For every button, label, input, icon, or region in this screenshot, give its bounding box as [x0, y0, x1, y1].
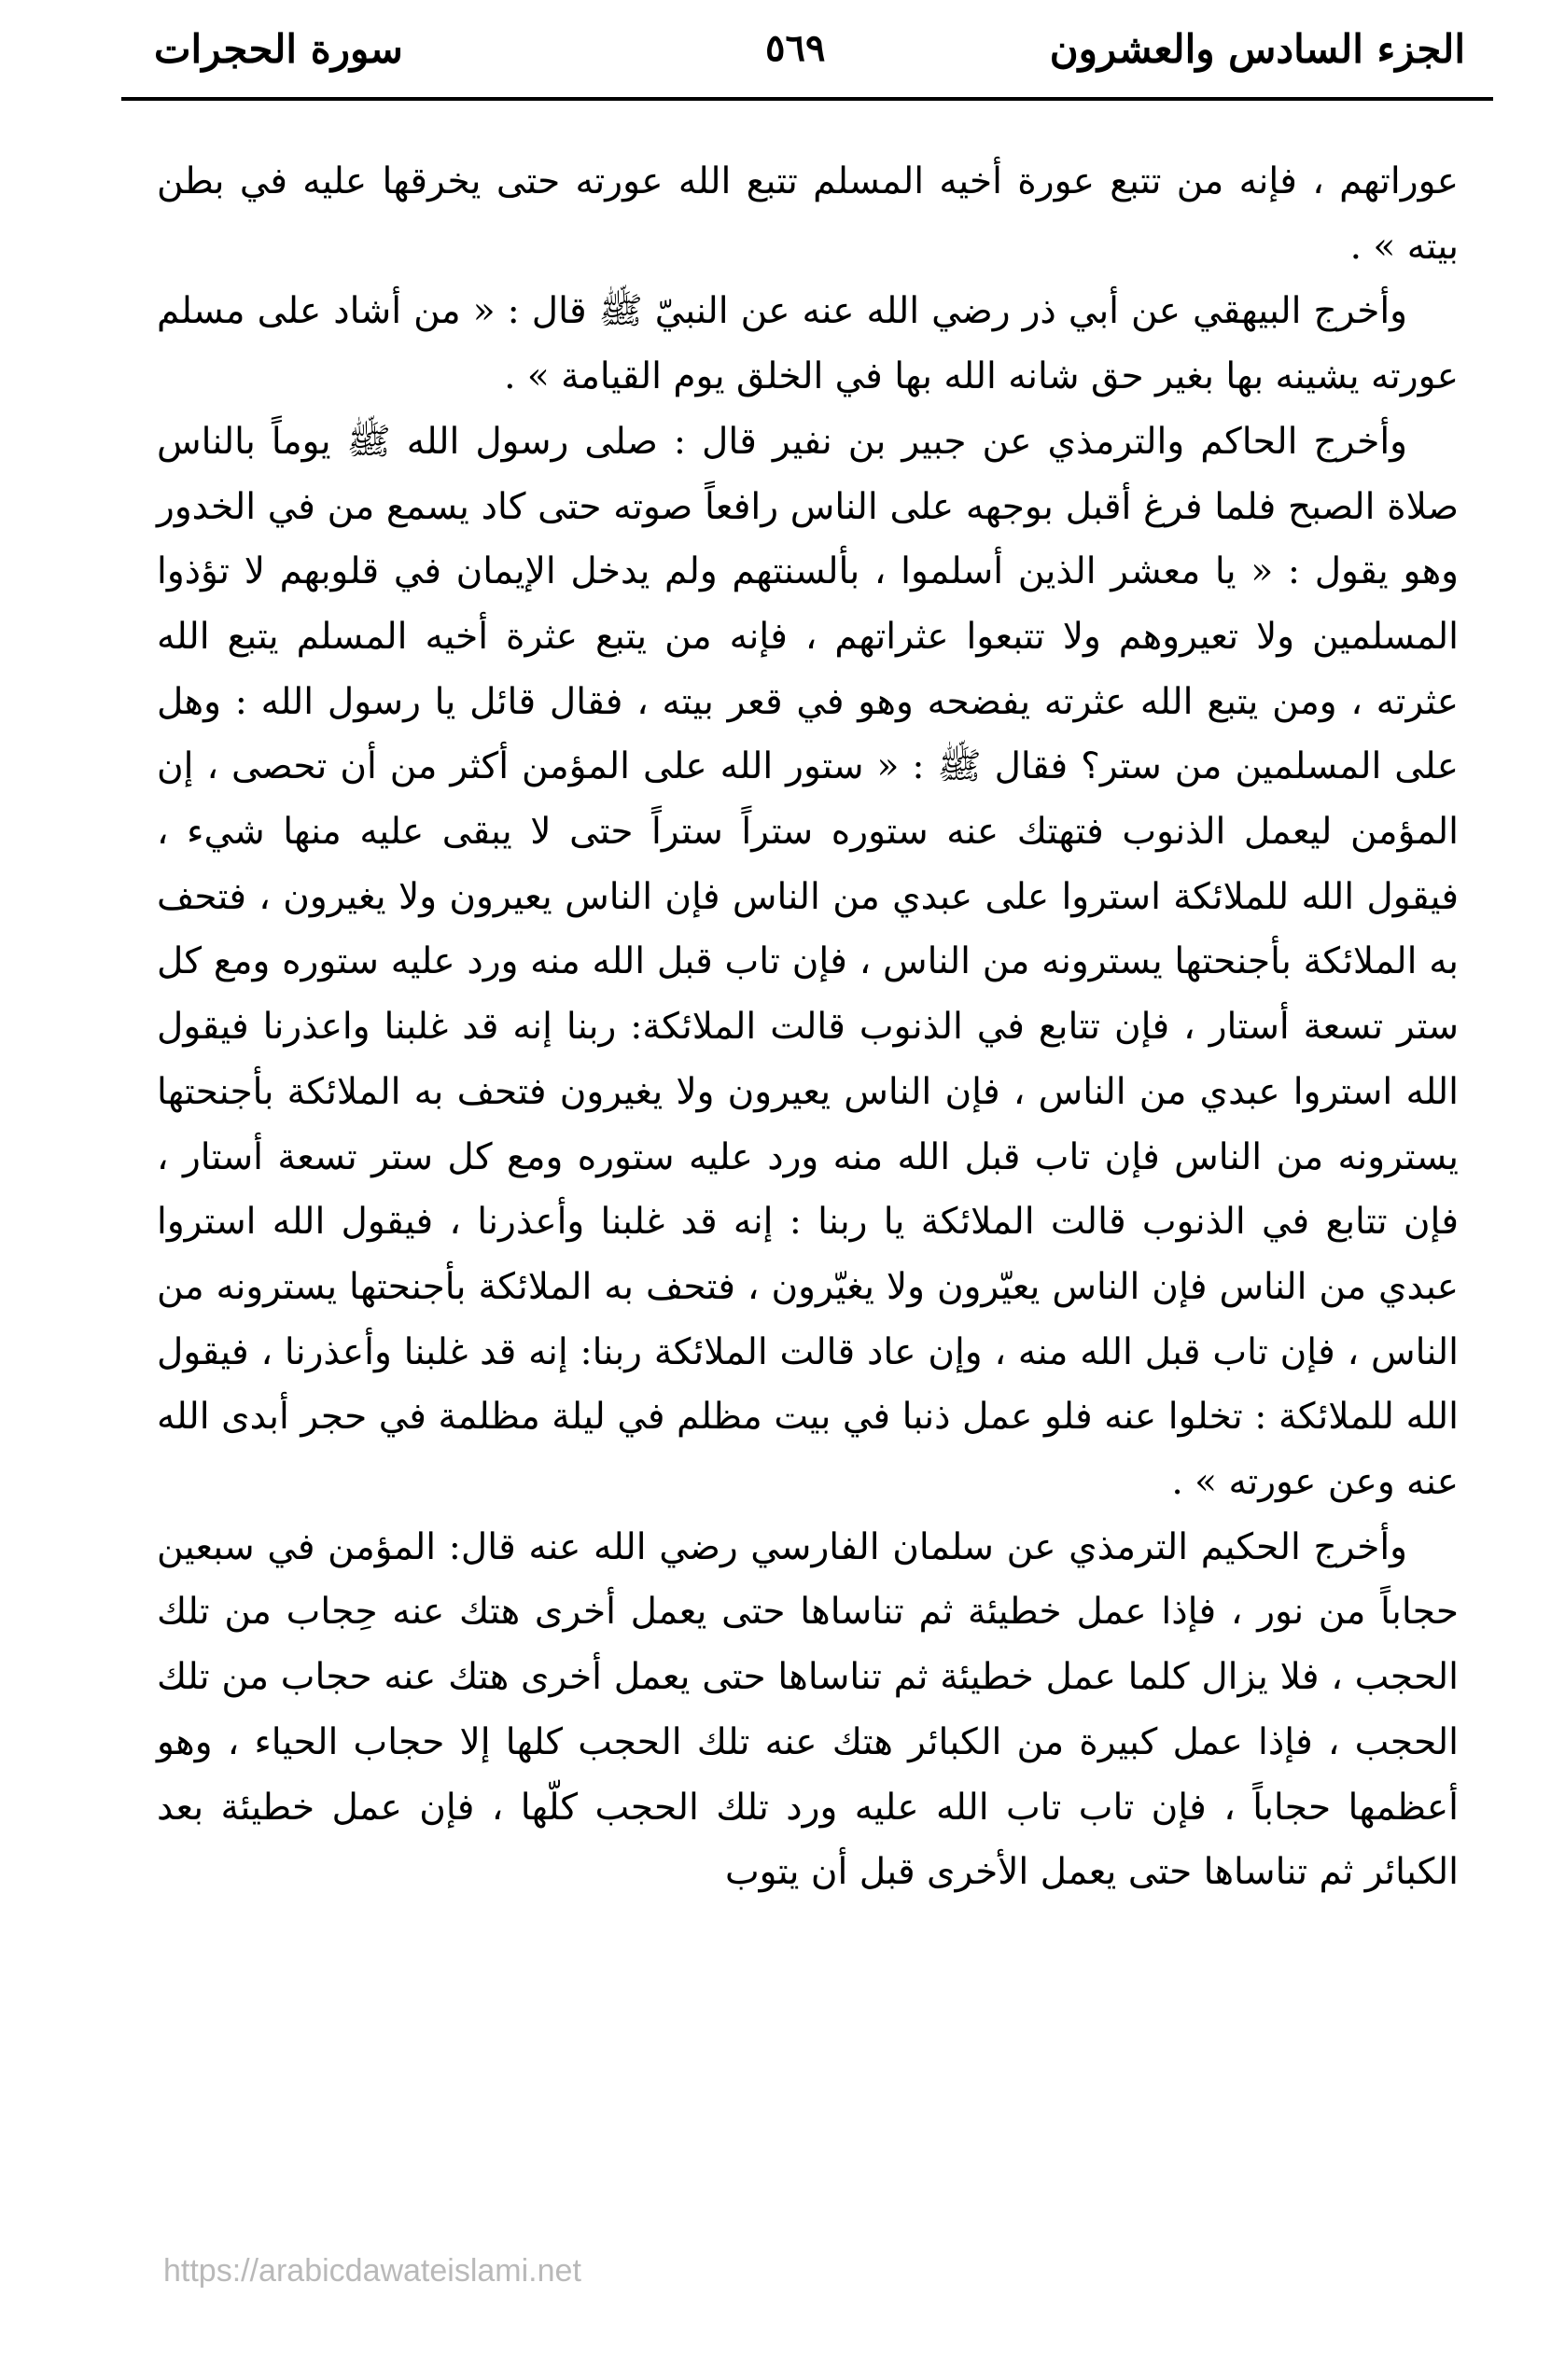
- page-number: ٥٦٩: [765, 26, 826, 70]
- paragraph: وأخرج الحاكم والترمذي عن جبير بن نفير قال : صلى رسول الله ﷺ يوماً بالناس صلاة الصبح فلما فرغ أقبل بوجهه على الناس رافعاً صوته حتى كاد يسمع من في الخدور وهو يقول : « يا معشر الذين أسلموا ، بألسنتهم ولم يدخل الإيمان في قلوبهم لا تؤذوا المسلمين ولا تعيروهم ولا تتبعوا عثراتهم ، فإنه من يتبع عثرة أخيه المسلم يتبع الله عثرته ، ومن يتبع الله عثرته يفضحه وهو في قعر بيته ، فقال قائل يا رسول الله : وهل على المسلمين من ستر؟ فقال ﷺ : « ستور الله على المؤمن أكثر من أن تحصى ، إن المؤمن ليعمل الذنوب فتهتك عنه ستوره ستراً ستراً حتى لا يبقى عليه منها شيء ، فيقول الله للملائكة استروا على عبدي من الناس فإن الناس يعيرون ولا يغيرون ، فتحف به الملائكة بأجنحتها يسترونه من الناس ، فإن تاب قبل الله منه ورد عليه ستوره ومع كل ستر تسعة أستار ، فإن تتابع في الذنوب قالت الملائكة: ربنا إنه قد غلبنا واعذرنا فيقول الله استروا عبدي من الناس ، فإن الناس يعيرون ولا يغيرون فتحف به الملائكة بأجنحتها يسترونه من الناس فإن تاب قبل الله منه ورد عليه ستوره ومع كل ستر تسعة أستار ، فإن تتابع في الذنوب قالت الملائكة يا ربنا : إنه قد غلبنا وأعذرنا ، فيقول الله استروا عبدي من الناس فإن الناس يعيّرون ولا يغيّرون ، فتحف به الملائكة بأجنحتها يسترونه من الناس ، فإن تاب قبل الله منه ، وإن عاد قالت الملائكة ربنا: إنه قد غلبنا وأعذرنا ، فيقول الله للملائكة : تخلوا عنه فلو عمل ذنبا في بيت مظلم في ليلة مظلمة في حجر أبدى الله عنه وعن عورته » .: [157, 420, 1459, 1504]
- paragraph: وأخرج البيهقي عن أبي ذر رضي الله عنه عن النبيّ ﷺ قال : « من أشاد على مسلم عورته يشينه بها بغير حق شانه الله بها في الخلق يوم القيامة » .: [157, 290, 1459, 398]
- paragraph: وأخرج الحكيم الترمذي عن سلمان الفارسي رضي الله عنه قال: المؤمن في سبعين حجاباً من نور ، فإذا عمل خطيئة ثم تناساها حتى يعمل أخرى هتك عنه حِجاب من تلك الحجب ، فلا يزال كلما عمل خطيئة ثم تناساها حتى يعمل أخرى هتك عنه حجاب من تلك الحجب ، فإذا عمل كبيرة من الكبائر هتك عنه تلك الحجب كلها إلا حجاب الحياء ، وهو أعظمها حجاباً ، فإن تاب تاب الله عليه ورد تلك الحجب كلّها ، فإن عمل خطيئة بعد الكبائر ثم تناساها حتى يعمل الأخرى قبل أن يتوب: [157, 1525, 1459, 1894]
- part-title: الجزء السادس والعشرون: [1049, 26, 1465, 72]
- watermark-url: https://arabicdawateislami.net: [163, 2253, 581, 2289]
- body-text: [157, 149, 1459, 1905]
- header-divider: [121, 97, 1493, 101]
- paragraph: عوراتهم ، فإنه من تتبع عورة أخيه المسلم تتبع الله عورته حتى يخرقها عليه في بطن بيته » .: [157, 160, 1459, 268]
- surah-title: سورة الحجرات: [154, 26, 403, 72]
- page-header: [121, 19, 1493, 103]
